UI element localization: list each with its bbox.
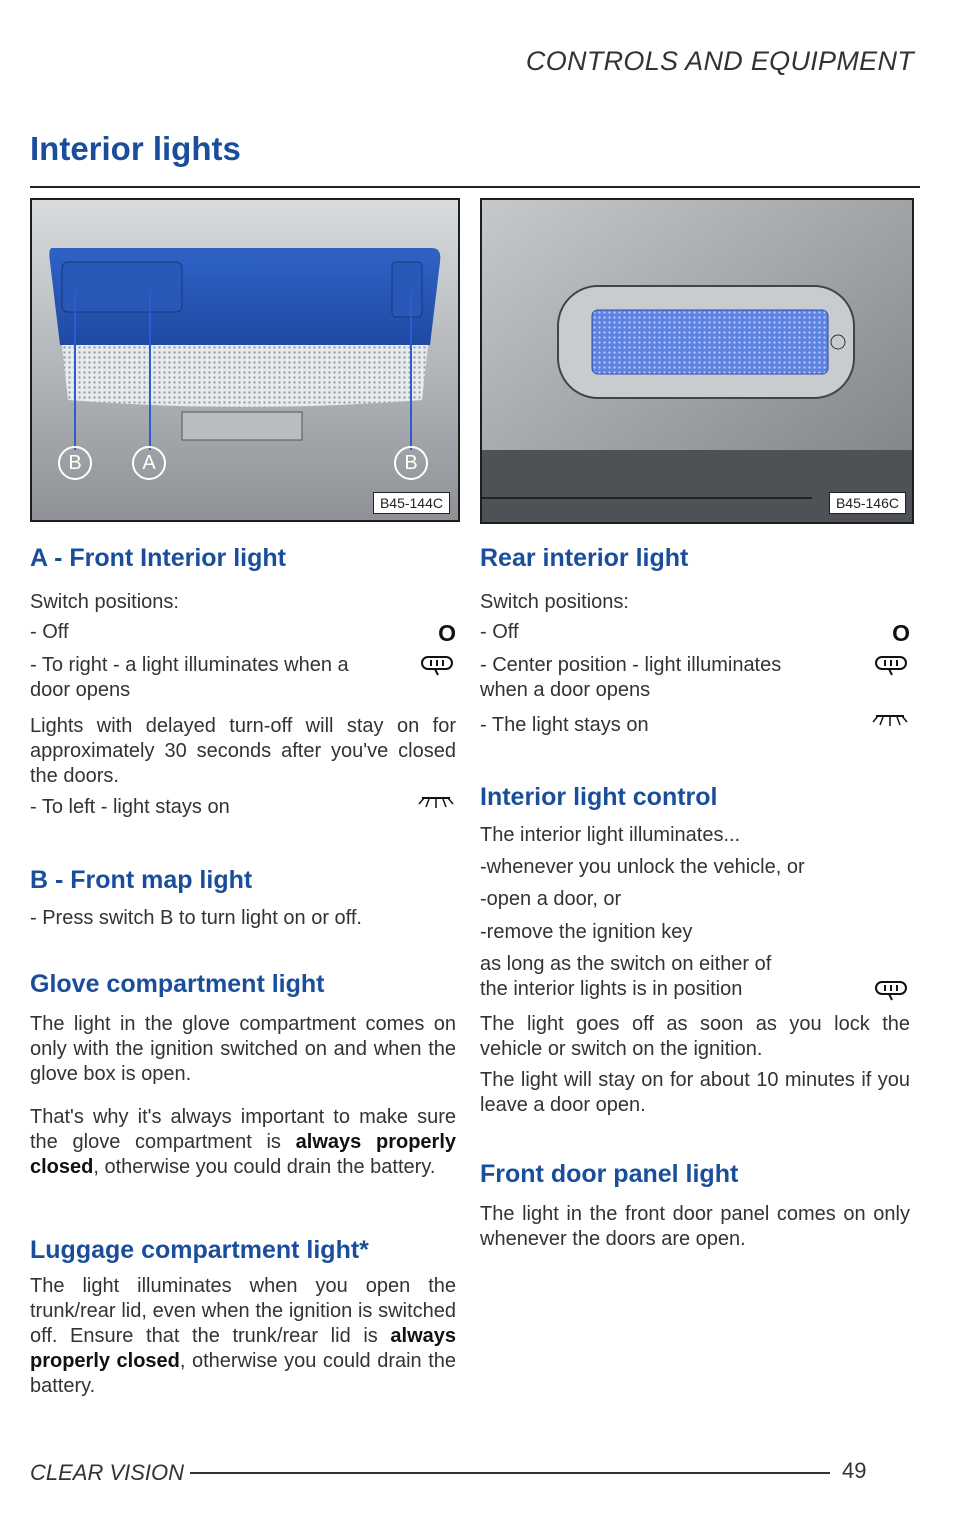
light-on-icon [870, 713, 910, 734]
glove-paragraph-2 [30, 1105, 456, 1180]
title-divider [30, 186, 920, 188]
front-right-label: - To right - a light illuminates when a door opens [30, 654, 349, 701]
luggage-text-b: , otherwise you could drain the battery. [30, 1350, 456, 1397]
callout-b-left: B [58, 446, 92, 480]
control-list-item-2: -open a door, or [480, 888, 622, 910]
control-list-item-3: -remove the ignition key [480, 921, 693, 943]
door-contact-icon [872, 653, 910, 682]
door-contact-icon [418, 653, 456, 682]
page-number: 49 [842, 1458, 867, 1483]
luggage-text-a: The light illuminates when you open the trunk/rear lid, even when the ignition is switched off. Ensure that the trunk/rear lid is [30, 1275, 456, 1347]
front-switch-positions: Switch positions: [30, 591, 179, 613]
figure-label-rear: B45-146C [829, 492, 906, 514]
front-off-label: - Off [30, 621, 69, 643]
map-light-item: - Press switch B to turn light on or off. [30, 907, 362, 929]
front-left-label: - To left - light stays on [30, 796, 230, 818]
door-panel-paragraph: The light in the front door panel comes on only whenever the doors are open. [480, 1203, 910, 1250]
front-door-panel-heading: Front door panel light [480, 1160, 739, 1188]
rear-light-figure [480, 198, 914, 524]
rear-switch-positions: Switch positions: [480, 591, 629, 613]
callout-a: A [132, 446, 166, 480]
door-contact-icon [872, 978, 910, 1007]
rear-off-label: - Off [480, 621, 519, 643]
footer-divider [190, 1472, 830, 1474]
control-p2: The light goes off as soon as you lock the vehicle or switch on the ignition. [480, 1013, 910, 1060]
delay-note: Lights with delayed turn-off will stay on for approximately 30 seconds after you've closed the doors. [30, 715, 456, 787]
luggage-bold: always properly closed [30, 1325, 456, 1372]
front-light-photo [32, 200, 458, 520]
rear-center-item [480, 653, 910, 703]
figure-label-front: B45-144C [373, 492, 450, 514]
control-p1: as long as the switch on either of the interior lights is in position [480, 953, 772, 1000]
control-intro: The interior light illuminates... [480, 824, 741, 846]
page-title: Interior lights [30, 130, 241, 167]
rear-center-label: - Center position - light illuminates when a door opens [480, 654, 782, 701]
front-light-figure [30, 198, 460, 522]
luggage-compartment-heading: Luggage compartment light* [30, 1236, 369, 1264]
glove-p2-bold: always properly closed [30, 1131, 457, 1178]
control-p3: The light will stay on for about 10 minutes if you leave a door open. [480, 1069, 910, 1116]
rear-off-item [480, 620, 910, 647]
front-left-item [30, 795, 456, 820]
rear-off-symbol: O [892, 620, 910, 646]
glove-p2-text-a: That's why it's always important to make sure the glove compartment is [30, 1106, 456, 1153]
front-map-light-heading: B - Front map light [30, 866, 253, 894]
front-right-item [30, 653, 456, 703]
callout-b-right: B [394, 446, 428, 480]
interior-light-control-heading: Interior light control [480, 783, 718, 811]
rear-light-photo [482, 200, 912, 522]
glove-p2-text-b: , otherwise you could drain the battery. [93, 1156, 436, 1178]
rear-on-label: - The light stays on [480, 714, 649, 736]
glove-paragraph-1: The light in the glove compartment comes on only with the ignition switched on and when the glove box is open. [30, 1013, 456, 1085]
light-on-icon [416, 795, 456, 816]
control-list-item-1: -whenever you unlock the vehicle, or [480, 856, 805, 878]
off-symbol: O [438, 620, 456, 646]
luggage-paragraph [30, 1274, 456, 1399]
front-off-item [30, 620, 456, 647]
footer-label: CLEAR VISION [30, 1460, 185, 1485]
control-position-paragraph [480, 952, 910, 1007]
chapter-header: CONTROLS AND EQUIPMENT [525, 46, 915, 76]
glove-compartment-heading: Glove compartment light [30, 970, 325, 998]
rear-interior-light-heading: Rear interior light [480, 544, 689, 572]
front-interior-light-heading: A - Front Interior light [30, 544, 286, 572]
rear-on-item [480, 713, 910, 738]
